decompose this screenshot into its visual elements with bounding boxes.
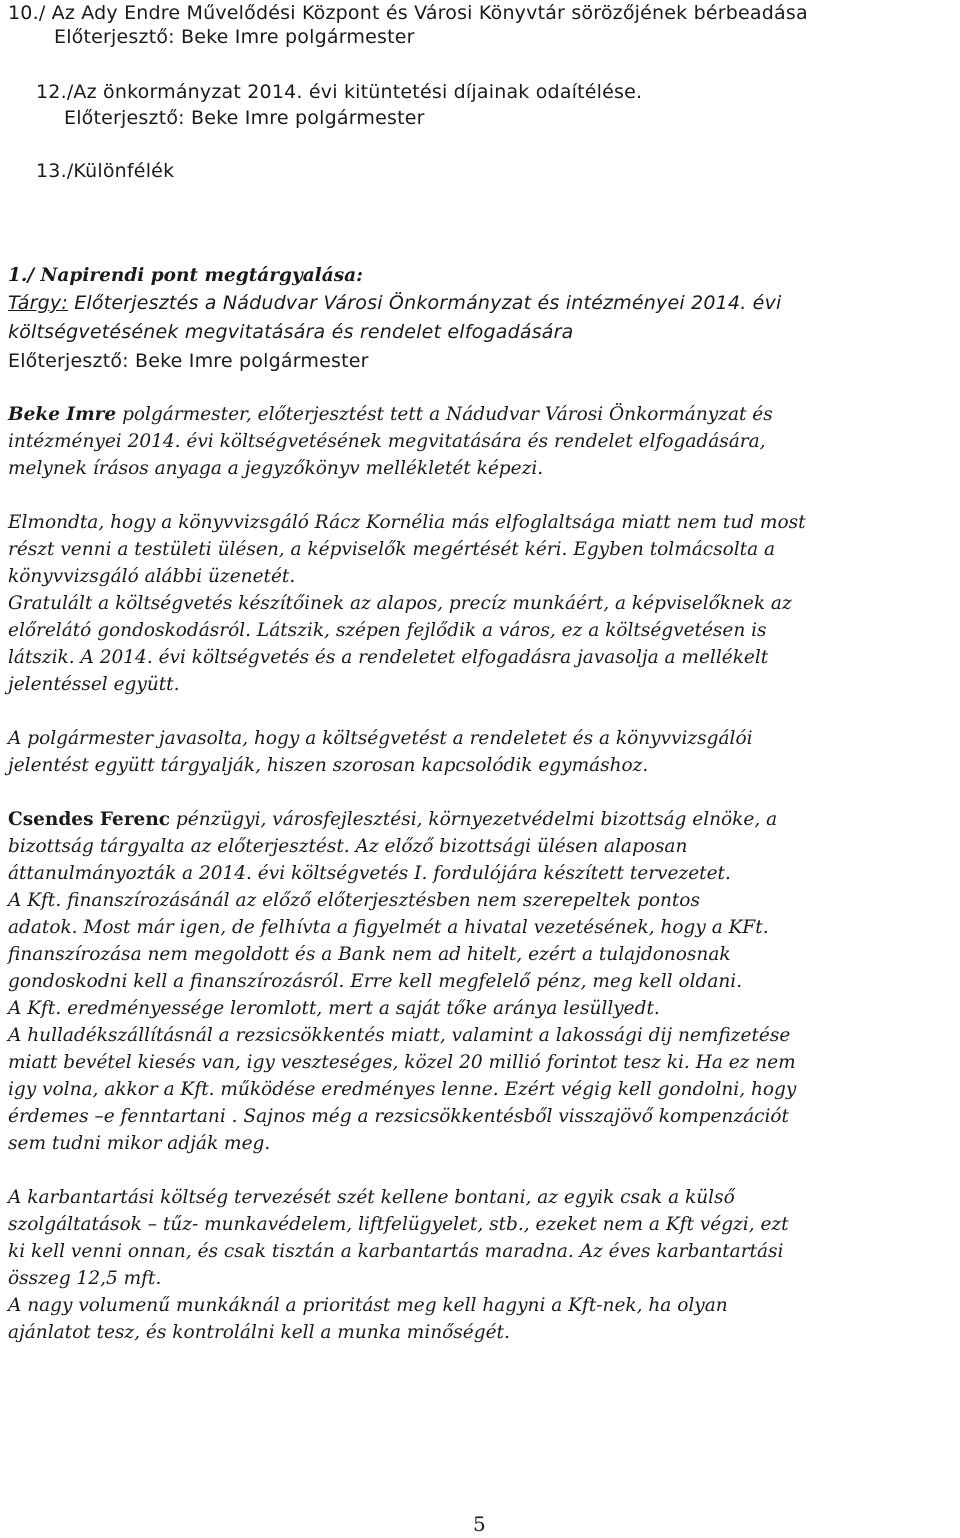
section-heading: 1./ Napirendi pont megtárgyalása: bbox=[8, 265, 363, 286]
paragraph-2-line-2: részt venni a testületi ülésen, a képviselők megértését kéri. Egyben tolmácsolta a bbox=[8, 539, 776, 560]
paragraph-2-line-7: jelentéssel együtt. bbox=[8, 674, 180, 695]
paragraph-4-line-9: A hulladékszállításnál a rezsicsökkentés miatt, valamint a lakossági dij nemfizetése bbox=[8, 1025, 791, 1046]
section-subject-line-1 bbox=[8, 290, 782, 316]
paragraph-4-line-8: A Kft. eredményessége leromlott, mert a saját tőke aránya lesüllyedt. bbox=[8, 998, 660, 1019]
paragraph-5-line-4: összeg 12,5 mft. bbox=[8, 1268, 162, 1289]
paragraph-2-line-1: Elmondta, hogy a könyvvizsgáló Rácz Kornélia más elfoglaltsága miatt nem tud most bbox=[8, 512, 806, 533]
paragraph-5-line-2: szolgáltatások – tűz- munkavédelem, liftfelügyelet, stb., ezeket nem a Kft végzi, ezt bbox=[8, 1214, 789, 1235]
paragraph-4-text: pénzügyi, városfejlesztési, környezetvédelmi bizottság elnöke, a bbox=[170, 809, 778, 830]
paragraph-4-line-7: gondoskodni kell a finanszírozásról. Erre kell megfelelő pénz, meg kell oldani. bbox=[8, 971, 743, 992]
paragraph-4-line-12: érdemes –e fenntartani . Sajnos még a rezsicsökkentésből visszajövő kompenzációt bbox=[8, 1106, 789, 1127]
paragraph-4-line-6: finanszírozása nem megoldott és a Bank nem ad hitelt, ezért a tulajdonosnak bbox=[8, 944, 731, 965]
paragraph-1-line-1 bbox=[8, 402, 773, 428]
paragraph-5-line-5: A nagy volumenű munkáknál a prioritást meg kell hagyni a Kft-nek, ha olyan bbox=[8, 1295, 728, 1316]
agenda-item-10-title: 10./ Az Ady Endre Művelődési Központ és Városi Könyvtár sörözőjének bérbeadása bbox=[8, 2, 808, 24]
agenda-item-13-title: 13./Különfélék bbox=[36, 160, 175, 182]
paragraph-4-line-2: bizottság tárgyalta az előterjesztést. Az előző bizottsági ülésen alaposan bbox=[8, 836, 688, 857]
paragraph-5-line-6: ajánlatot tesz, és kontrolálni kell a munka minőségét. bbox=[8, 1322, 510, 1343]
agenda-item-12-presenter: Előterjesztő: Beke Imre polgármester bbox=[64, 107, 425, 129]
paragraph-1-line-2: intézményei 2014. évi költségvetésének megvitatására és rendelet elfogadására, bbox=[8, 431, 766, 452]
paragraph-2-line-6: látszik. A 2014. évi költségvetés és a rendeletet elfogadásra javasolja a mellékelt bbox=[8, 647, 769, 668]
paragraph-4-line-11: igy volna, akkor a Kft. működése eredményes lenne. Ezért végig kell gondolni, hogy bbox=[8, 1079, 797, 1100]
section-presenter: Előterjesztő: Beke Imre polgármester bbox=[8, 350, 369, 372]
paragraph-5-line-3: ki kell venni onnan, és csak tisztán a karbantartás maradna. Az éves karbantartási bbox=[8, 1241, 784, 1262]
paragraph-3-line-1: A polgármester javasolta, hogy a költségvetést a rendeletet és a könyvvizsgálói bbox=[8, 728, 753, 749]
agenda-item-10-presenter: Előterjesztő: Beke Imre polgármester bbox=[54, 26, 415, 48]
subject-label: Tárgy: bbox=[8, 292, 68, 314]
agenda-item-12-title: 12./Az önkormányzat 2014. évi kitüntetési díjainak odaítélése. bbox=[36, 81, 643, 103]
speaker-name: Beke Imre bbox=[8, 404, 117, 425]
paragraph-4-line-3: áttanulmányozták a 2014. évi költségvetés I. fordulójára készített tervezetet. bbox=[8, 863, 731, 884]
page-number: 5 bbox=[473, 1512, 486, 1536]
section-subject-line-2: költségvetésének megvitatására és rendelet elfogadására bbox=[8, 321, 574, 343]
paragraph-5-line-1: A karbantartási költség tervezését szét kellene bontani, az egyik csak a külső bbox=[8, 1187, 735, 1208]
paragraph-4-line-13: sem tudni mikor adják meg. bbox=[8, 1133, 271, 1154]
paragraph-4-line-4: A Kft. finanszírozásánál az előző előterjesztésben nem szerepeltek pontos bbox=[8, 890, 700, 911]
paragraph-2-line-5: előrelátó gondoskodásról. Látszik, szépen fejlődik a város, ez a költségvetésen is bbox=[8, 620, 767, 641]
paragraph-1-text: polgármester, előterjesztést tett a Nádudvar Városi Önkormányzat és bbox=[116, 404, 773, 425]
paragraph-4-line-5: adatok. Most már igen, de felhívta a figyelmét a hivatal vezetésének, hogy a KFt. bbox=[8, 917, 769, 938]
paragraph-4-line-10: miatt bevétel kiesés van, igy veszteséges, közel 20 millió forintot tesz ki. Ha ez nem bbox=[8, 1052, 796, 1073]
paragraph-2-line-4: Gratulált a költségvetés készítőinek az alapos, precíz munkáért, a képviselőknek az bbox=[8, 593, 792, 614]
speaker-name: Csendes Ferenc bbox=[8, 809, 171, 830]
paragraph-1-line-3: melynek írásos anyaga a jegyzőkönyv mellékletét képezi. bbox=[8, 458, 544, 479]
paragraph-3-line-2: jelentést együtt tárgyalják, hiszen szorosan kapcsolódik egymáshoz. bbox=[8, 755, 649, 776]
subject-text: Előterjesztés a Nádudvar Városi Önkormányzat és intézményei 2014. évi bbox=[67, 292, 782, 314]
paragraph-4-line-1 bbox=[8, 807, 777, 833]
paragraph-2-line-3: könyvvizsgáló alábbi üzenetét. bbox=[8, 566, 296, 587]
